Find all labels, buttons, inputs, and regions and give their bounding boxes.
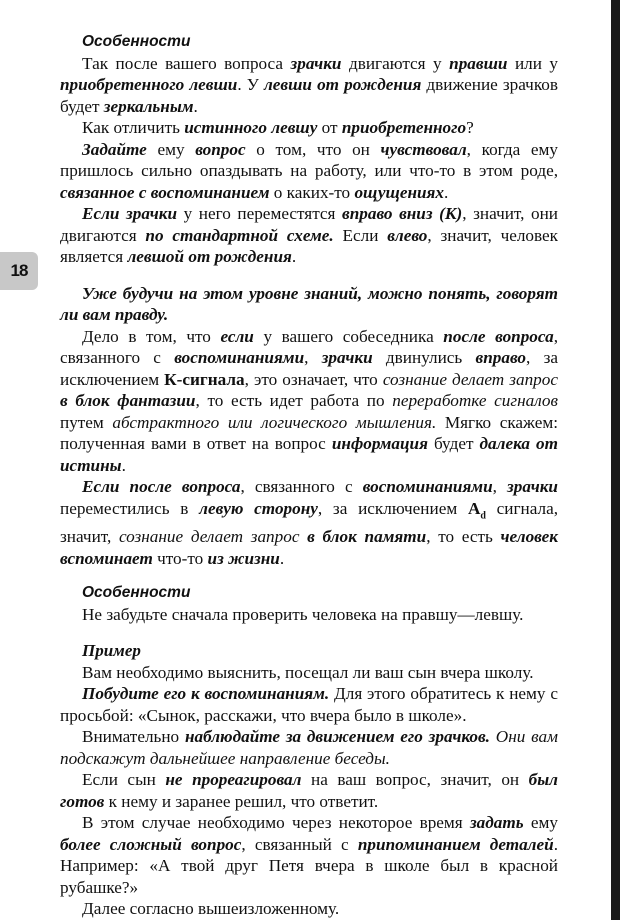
section-heading-features: Особенности	[82, 584, 191, 602]
lead-paragraph: Уже будучи на этом уровне знаний, можно понять, говорят ли вам правду.	[60, 283, 558, 324]
page-content	[60, 31, 558, 920]
paragraph: Дело в том, что если у вашего собеседника после вопроса, связанного с воспоминаниями, зрачки двинулись вправо, за исключением К-сигнала, это означает, что сознание делает запрос в блок фантазии, то есть идет работа по переработке сигналов путем абстрактного или логического мышления. Мягко скажем: полученная вами в ответ на вопрос информация будет далека от истины.	[60, 326, 558, 475]
paragraph: Задайте ему вопрос о том, что он чувствовал, когда ему пришлось сильно опаздывать на работу, или что-то в этом роде, связанное с воспоминанием о каких-то ощущениях.	[60, 139, 558, 202]
paragraph: Как отличить истинного левшу от приобретенного?	[82, 118, 474, 137]
paragraph: Так после вашего вопроса зрачки двигаются у правши или у приобретенного левши. У левши от рождения движение зрачков будет зеркальным.	[60, 53, 559, 116]
page-number: 18	[10, 261, 28, 280]
paragraph: Внимательно наблюдайте за движением его зрачков. Они вам подскажут дальнейшее направление беседы.	[60, 727, 559, 768]
section-heading-features: Особенности	[82, 33, 191, 50]
page-edge-shadow	[611, 0, 620, 920]
paragraph: Вам необходимо выяснить, посещал ли ваш сын вчера школу.	[82, 662, 534, 682]
paragraph: Если после вопроса, связанного с воспоминаниями, зрачки переместились в левую сторону, за исключением $A_d$ сигнала, значит, сознание делает запрос в блок памяти, то есть человек вспоминает что-то из жизни.	[60, 477, 559, 568]
paragraph: Далее согласно вышеизложенному.	[82, 899, 340, 919]
paragraph: Если зрачки у него переместятся вправо вниз (К), значит, они двигаются по стандартной схеме. Если влево, значит, человек является левшой от рождения.	[60, 204, 559, 266]
paragraph: Не забудьте сначала проверить человека на правшу—левшу.	[82, 604, 524, 624]
paragraph: Побудите его к воспоминаниям. Для этого обратитесь к нему с просьбой: «Сынок, расскажи, что вчера было в школе».	[60, 684, 558, 725]
section-heading-example: Пример	[82, 641, 141, 661]
paragraph: В этом случае необходимо через некоторое время задать ему более сложный вопрос, связанный с припоминанием деталей. Например: «А твой друг Петя вчера в школе был в красной рубашке?»	[60, 813, 558, 897]
paragraph: Если сын не прореагировал на ваш вопрос, значит, он был готов к нему и заранее решил, что ответит.	[60, 770, 558, 811]
page-number-tab	[0, 252, 38, 290]
